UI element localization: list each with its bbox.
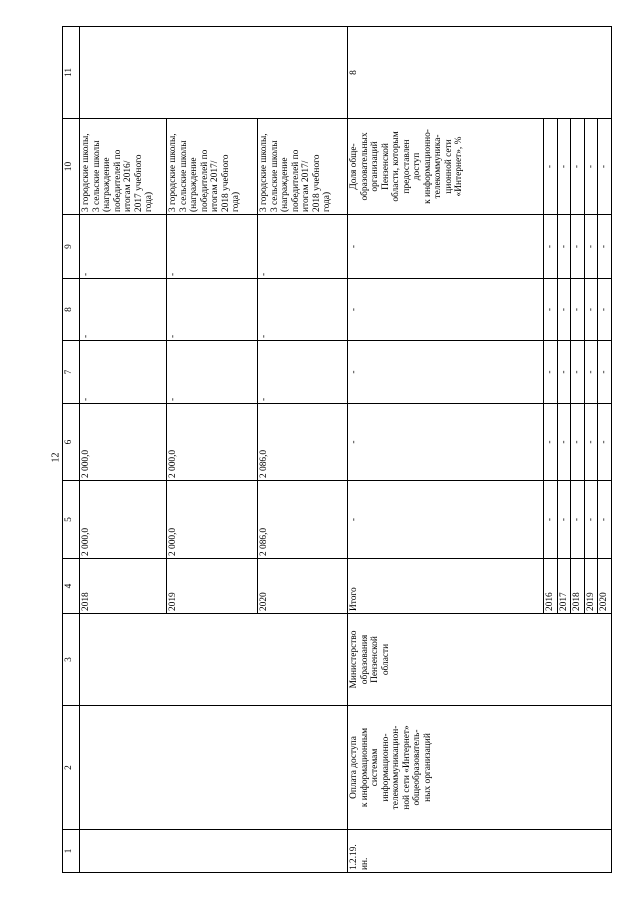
cell-value: 2 000,0: [167, 481, 258, 559]
cell-value: 2 000,0: [80, 404, 167, 481]
cell-year: 2019: [167, 559, 258, 614]
cell-empty: [80, 27, 348, 119]
cell-value: -: [258, 279, 348, 341]
cell-value: -: [348, 404, 544, 481]
cell-year: 2018: [80, 559, 167, 614]
cell-year: 2020: [258, 559, 348, 614]
cell-value: -: [571, 481, 585, 559]
cell-empty: [80, 614, 348, 706]
cell-value: -: [598, 279, 612, 341]
cell-year: 2020: [598, 559, 612, 614]
cell-value: -: [598, 481, 612, 559]
page-number: 12: [50, 452, 62, 463]
cell-year: 2017: [557, 559, 571, 614]
table-row: [348, 27, 544, 873]
cell-year: 2019: [584, 559, 598, 614]
cell-value: -: [571, 279, 585, 341]
table-row: [80, 27, 167, 873]
cell-value: -: [544, 119, 558, 215]
cell-executor: Министерство образования Пензенской области: [348, 614, 612, 706]
col-header: 8: [63, 279, 80, 341]
col-header: 7: [63, 341, 80, 404]
cell-indicator: Доля обще- образовательных организаций Пензенской области, которым предоставлен доступ к информационно- телекоммуника- ционной сети «Интернет», %: [348, 119, 544, 215]
cell-empty: [80, 830, 348, 873]
col-header: 11: [63, 27, 80, 119]
rotated-page: [62, 27, 633, 873]
cell-value: -: [584, 404, 598, 481]
cell-indicator-value: 8: [348, 27, 612, 119]
cell-value: -: [598, 341, 612, 404]
cell-year: 2016: [544, 559, 558, 614]
table-area: [62, 27, 633, 873]
cell-value: -: [544, 404, 558, 481]
cell-value: -: [557, 404, 571, 481]
cell-item-name: Оплата доступа к информационным системам информационно- телекоммуникацион- ной сети «Интернет» общеобразователь- ных организаций: [348, 706, 612, 830]
cell-value: -: [584, 481, 598, 559]
cell-value: -: [167, 341, 258, 404]
cell-value: -: [598, 404, 612, 481]
cell-item-number: 1.2.19. ин.: [348, 830, 612, 873]
cell-value: -: [557, 279, 571, 341]
col-header: 3: [63, 614, 80, 706]
cell-value: 2 000,0: [80, 481, 167, 559]
cell-value: -: [544, 481, 558, 559]
cell-note: 3 городские школы, 3 сельские школы (награждение победителей по итогам 2016/ 2017 учебного года): [80, 119, 167, 215]
cell-value: -: [584, 341, 598, 404]
cell-value: -: [544, 279, 558, 341]
cell-value: -: [80, 279, 167, 341]
col-header: 6: [63, 404, 80, 481]
cell-value: -: [557, 481, 571, 559]
cell-value: 2 086,0: [258, 404, 348, 481]
cell-note: 3 городские школы, 3 сельские школы (награждение победителей по итогам 2017/ 2018 учебного года): [258, 119, 348, 215]
cell-value: -: [80, 341, 167, 404]
cell-value: -: [348, 481, 544, 559]
cell-value: -: [258, 215, 348, 279]
cell-value: 2 000,0: [167, 404, 258, 481]
cell-value: -: [584, 279, 598, 341]
cell-value: -: [258, 341, 348, 404]
cell-value: -: [571, 215, 585, 279]
cell-value: -: [167, 279, 258, 341]
col-header: 4: [63, 559, 80, 614]
cell-value: -: [557, 215, 571, 279]
cell-value: -: [557, 119, 571, 215]
cell-value: -: [584, 215, 598, 279]
cell-value: -: [544, 341, 558, 404]
cell-value: -: [584, 119, 598, 215]
cell-value: 2 086,0: [258, 481, 348, 559]
cell-value: -: [598, 215, 612, 279]
program-table: [62, 26, 612, 873]
col-header: 5: [63, 481, 80, 559]
cell-note: 3 городские школы, 3 сельские школы (награждение победителей по итогам 2017/ 2018 учебного года): [167, 119, 258, 215]
cell-value: -: [348, 215, 544, 279]
col-header: 2: [63, 706, 80, 830]
cell-value: -: [571, 404, 585, 481]
cell-value: -: [167, 215, 258, 279]
col-header: 1: [63, 830, 80, 873]
header-row: [63, 27, 80, 873]
cell-value: -: [348, 341, 544, 404]
cell-value: -: [557, 341, 571, 404]
cell-empty: [80, 706, 348, 830]
cell-value: -: [348, 279, 544, 341]
cell-total-label: Итого: [348, 559, 544, 614]
cell-value: -: [80, 215, 167, 279]
cell-value: -: [544, 215, 558, 279]
cell-value: -: [571, 119, 585, 215]
cell-value: -: [571, 341, 585, 404]
cell-value: -: [598, 119, 612, 215]
col-header: 9: [63, 215, 80, 279]
cell-year: 2018: [571, 559, 585, 614]
col-header: 10: [63, 119, 80, 215]
